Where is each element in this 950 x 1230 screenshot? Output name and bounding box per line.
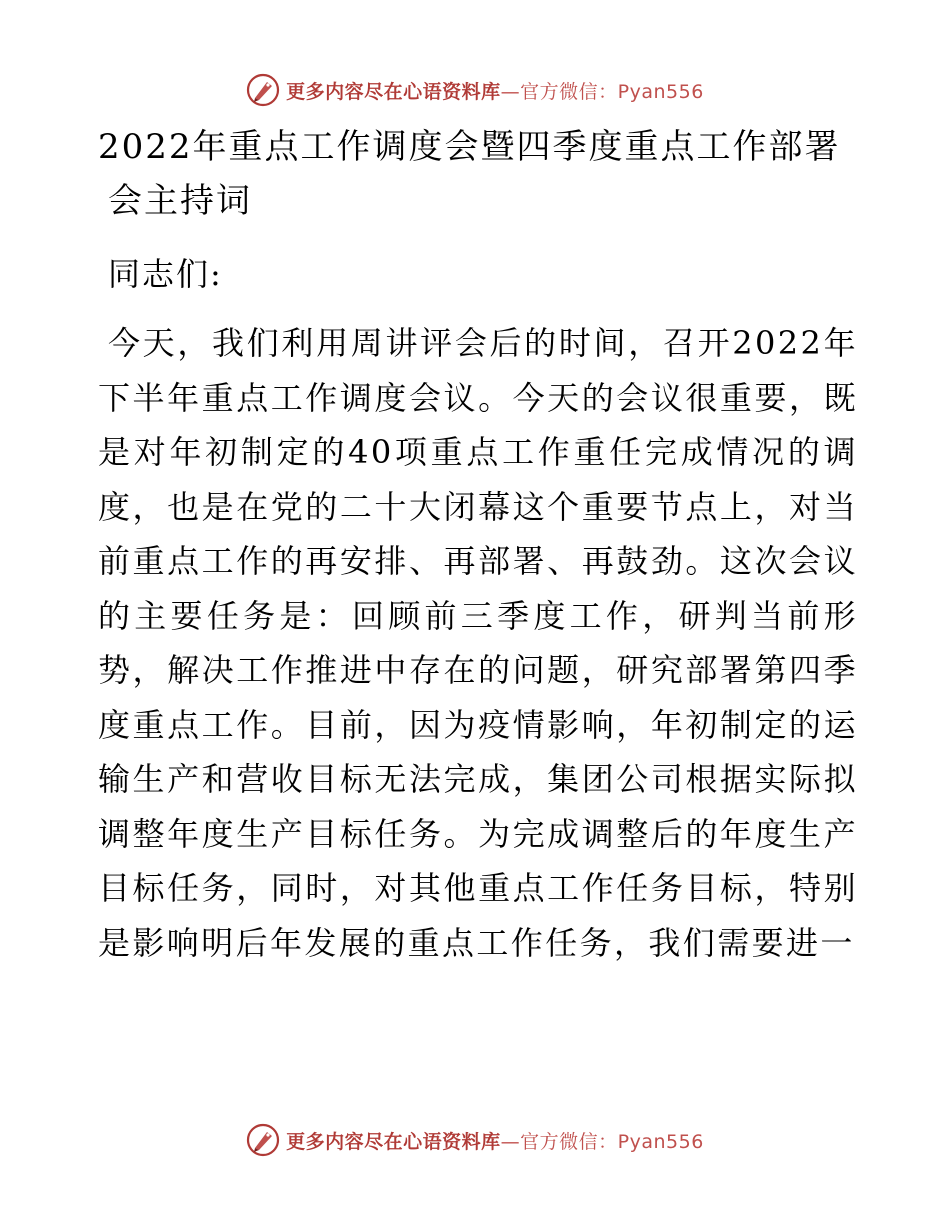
pen-nib-logo-icon	[246, 73, 280, 107]
header-banner-separator: —	[500, 80, 521, 103]
footer-banner-separator: —	[500, 1130, 521, 1153]
header-banner-main: 更多内容尽在心语资料库	[286, 80, 501, 103]
header-banner-text	[286, 77, 704, 104]
pen-nib-logo-icon	[246, 1123, 280, 1157]
footer-banner-main: 更多内容尽在心语资料库	[286, 1130, 501, 1153]
footer-banner-wechat: 官方微信：Pyan556	[520, 1130, 704, 1153]
header-banner-wechat: 官方微信：Pyan556	[520, 80, 704, 103]
document-title: 2022年重点工作调度会暨四季度重点工作部署会主持词	[98, 127, 841, 221]
header-banner	[0, 70, 950, 110]
body-paragraph-1: 今天，我们利用周讲评会后的时间，召开2022年下半年重点工作调度会议。今天的会议很重要，既是对年初制定的40项重点工作重任完成情况的调度，也是在党的二十大闭幕这个重要节点上，对当前重点工作的再安排、再部署、再鼓劲。这次会议的主要任务是：回顾前三季度工作，研判当前形势，解决工作推进中存在的问题，研究部署第四季度重点工作。目前，因为疫情影响，年初制定的运输生产和营收目标无法完成，集团公司根据实际拟调整年度生产目标任务。为完成调整后的年度生产目标任务，同时，对其他重点工作任务目标，特别是影响明后年发展的重点工作任务，我们需要进一	[98, 324, 858, 962]
greeting: 同志们:	[108, 255, 223, 293]
footer-banner-text	[286, 1127, 704, 1154]
document-content	[98, 120, 858, 970]
footer-banner	[0, 1120, 950, 1160]
